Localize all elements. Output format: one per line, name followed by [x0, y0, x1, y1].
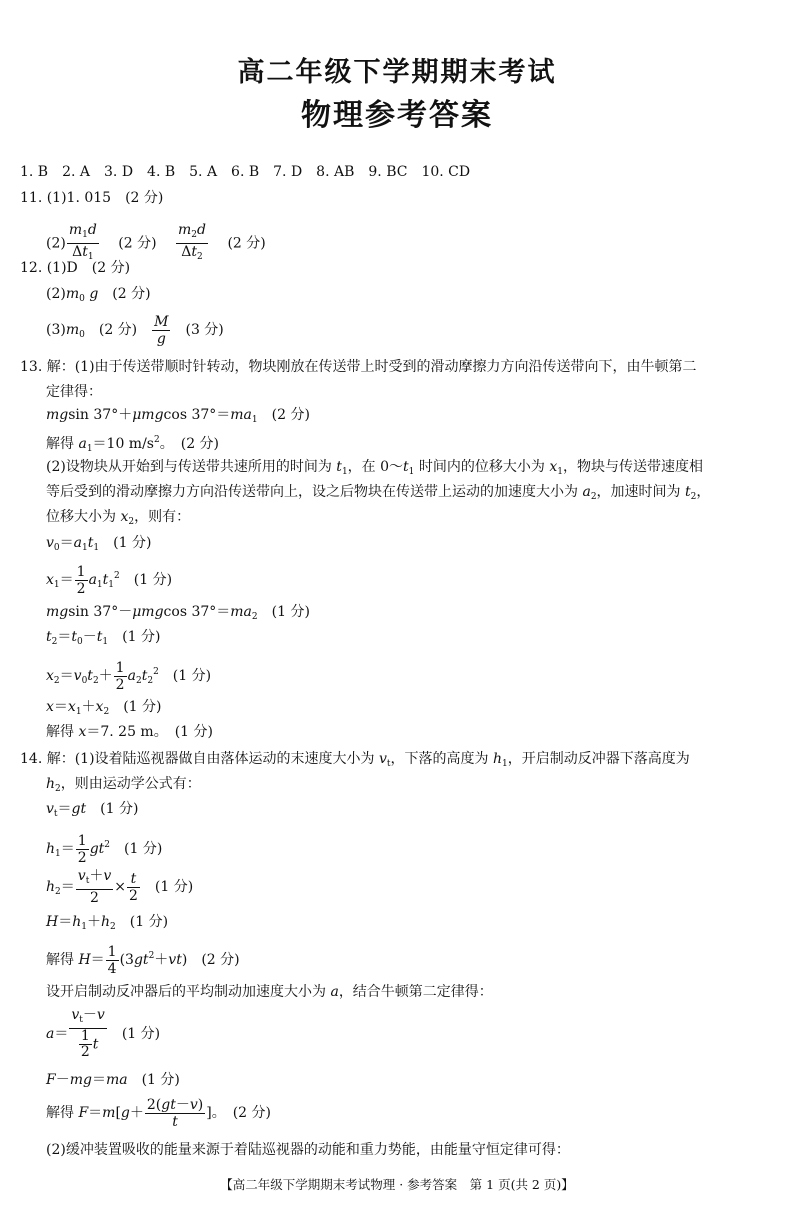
q14-eq3: $h_2=$ $\frac{v_t+v}{2}$ × $\frac{t}{2}$ (1 分): [46, 868, 194, 906]
q12-part2: $(2)m_0$ g (2 分): [46, 286, 151, 304]
q14-para2: 设开启制动反冲器后的平均制动加速度大小为 a，结合牛顿第二定律得：: [46, 984, 493, 1000]
q13-intro-cont: 定律得：: [46, 384, 102, 400]
q13-eq4: mgsin 37°－μmgcos $37^\circ=ma_2$ (1 分): [46, 604, 310, 622]
q14-part2: (2)缓冲装置吸收的能量来源于着陆巡视器的动能和重力势能，由能量守恒定律可得：: [46, 1142, 570, 1158]
q14-eq1: $v_t=gt$ (1 分): [46, 801, 139, 819]
q13-part2-line3: 位移大小为 $x_2$，则有：: [46, 509, 191, 527]
page-footer: 【高二年级下学期期末考试物理 · 参考答案 第 1 页(共 2 页)】: [220, 1177, 574, 1192]
choice-answers: 1. B 2. A 3. D 4. B 5. A 6. B 7. D 8. AB 9. BC 10. CD: [20, 164, 471, 180]
q11-part1: 11. (1)1. 015 (2 分): [20, 190, 164, 206]
q13-part2-line1: (2)设物块从开始到与传送带共速所用的时间为 $t_1$，在 $0\sim t_1$ 时间内的位移大小为 $x_1$，物块与传送带速度相: [46, 459, 703, 477]
q13-eq5: $t_2=t_0-t_1$ (1 分): [46, 629, 161, 647]
q12-part3: $(3)m_0$ (2 分) $\frac{M}{g}$ (3 分): [46, 313, 224, 347]
q14-eq6: a＝ $v_t-v$ $\frac{1}{2}$ t (1 分): [46, 1007, 161, 1060]
q14-eq7: F－mg＝ma (1 分): [46, 1072, 180, 1088]
page-subtitle: 物理参考答案: [301, 98, 493, 133]
q13-eq6: $x_2=v_0t_2+$ $\frac{1}{2}$ $a_2t_2^2$ (1 分): [46, 659, 212, 693]
q13-eq2: $v_0=a_1t_1$ (1 分): [46, 535, 152, 553]
q14-eq5: 解得 H＝ $\frac{1}{4}$ $(3gt^2+vt)$ (2 分): [46, 943, 240, 977]
q13-answer: 解得 x＝7. 25 m。 (1 分): [46, 724, 213, 740]
q13-intro: 13. 解：(1)由于传送带顺时针转动，物块刚放在传送带上时受到的滑动摩擦力方向沿传送带向下，由牛顿第二: [20, 359, 697, 375]
q14-eq2: $h_1=$ $\frac{1}{2}$ $gt^2$ (1 分): [46, 832, 163, 866]
q13-eq1: mgsin 37°＋μmgcos $37^\circ=ma_1$ (2 分): [46, 407, 310, 425]
q14-eq4: $H=h_1+h_2$ (1 分): [46, 914, 169, 932]
q14-intro-cont: $h_2$，则由运动学公式有：: [46, 776, 201, 794]
q11-part2: (2) $\frac{m_1d}{\Delta t_1}$ (2 分) $\frac{m_2d}{\Delta t_2}$ (2 分): [46, 222, 266, 262]
q13-part2-line2: 等后受到的滑动摩擦力方向沿传送带向上，设之后物块在传送带上运动的加速度大小为 $a_2$，加速时间为 $t_2$，: [46, 484, 711, 502]
q13-eq7: $x=x_1+x_2$ (1 分): [46, 699, 162, 717]
page-title: 高二年级下学期期末考试: [237, 57, 557, 88]
q14-intro: 14. 解：(1)设着陆巡视器做自由落体运动的末速度大小为 $v_t$，下落的高度为 $h_1$，开启制动反冲器下落高度为: [20, 751, 690, 769]
q12-part1: 12. (1)D (2 分): [20, 260, 131, 276]
q13-eq3: $x_1=$ $\frac{1}{2}$ $a_1t_1^2$ (1 分): [46, 563, 173, 597]
q14-eq8: 解得 F＝m[g＋ $\frac{2(gt-v)}{t}$ ]。 (2 分): [46, 1096, 271, 1130]
q13-result1: 解得 $a_1=10$ $m/s^2$。 (2 分): [46, 435, 220, 454]
